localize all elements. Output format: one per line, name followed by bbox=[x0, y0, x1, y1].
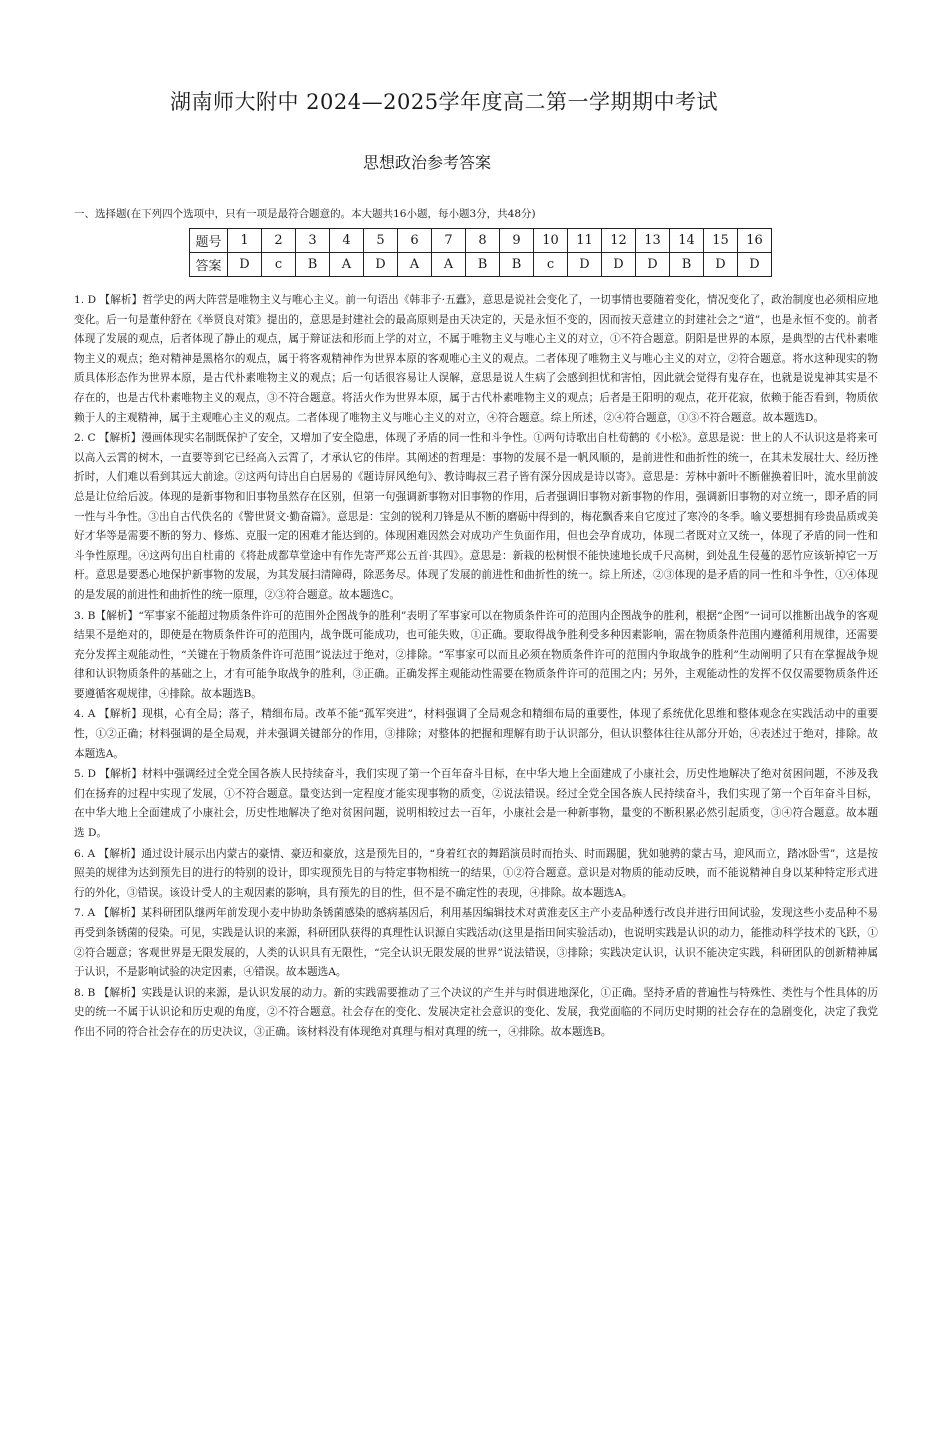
answer-cell: A bbox=[398, 253, 432, 277]
answer-cell: D bbox=[228, 253, 262, 277]
section-heading: 一、选择题(在下列四个选项中，只有一项是最符合题意的。本大题共16小题，每小题3分，共48分) bbox=[74, 208, 536, 220]
table-row-numbers bbox=[190, 229, 772, 253]
explanation-q3: 3. B【解析】“军事家不能超过物质条件许可的范围外企图战争的胜利”表明了军事家可以在物质条件许可的范围内企图战争的胜利，根据“企图”一词可以推断出战争的客观结果不是绝对的，即使是在物质条件许可的范围内，战争既可能成功，也可能失败，①正确。要取得战争胜利受多种因素影响，需在物质条件范围内遵循利用规律，还需要充分发挥主观能动性，“关键在于物质条件许可范围”说法过于绝对，②排除。“军事家可以而且必须在物质条件许可的范围内争取战争的胜利”生动阐明了只有在掌握战争规律和认识物质条件的基础之上，才有可能争取战争的胜利，③正确。正确发挥主观能动性需要在物质条件许可的范围之内；另外，主观能动性的发挥不仅仅需要物质条件还要遵循客观规律，④排除。故本题选B。 bbox=[74, 609, 878, 700]
question-number: 12 bbox=[602, 229, 636, 253]
question-number: 7 bbox=[432, 229, 466, 253]
answer-cell: D bbox=[738, 253, 772, 277]
answer-cell: D bbox=[602, 253, 636, 277]
answer-cell: B bbox=[466, 253, 500, 277]
answer-cell: B bbox=[296, 253, 330, 277]
question-number: 4 bbox=[330, 229, 364, 253]
explanation-q7: 7. A 【解析】某科研团队继两年前发现小麦中协助条锈菌感染的感病基因后，利用基因编辑技术对黄淮麦区主产小麦品种透行改良并进行田间试验，发现这些小麦品种不易再受到条锈菌的侵染。可见，实践是认识的来源，科研团队获得的真理性认识源自实践活动(这里是指田间实验活动)，也说明实践是认识的动力，能推动科学技术的飞跃，①②符合题意；客观世界是无限发展的，人类的认识具有无限性，“完全认识无限发展的世界”说法错误，③排除；实践决定认识，认识不能决定实践，科研团队的创新精神属于认识，不是影响试验的决定因素，④错误。故本题选A。 bbox=[74, 907, 878, 979]
question-number: 10 bbox=[534, 229, 568, 253]
question-number: 6 bbox=[398, 229, 432, 253]
question-number: 14 bbox=[670, 229, 704, 253]
explanation-q2: 2. C 【解析】漫画体现实名制既保护了安全，又增加了安全隐患，体现了矛盾的同一性和斗争性。①两句诗歌出自杜荀鹤的《小松》。意思是说：世上的人不认识这是将来可以高入云霄的树木，一直要等到它已经高入云霄了，才承认它的伟岸。其阐述的哲理是：事物的发展不是一帆风顺的，是前进性和曲折性的统一，在其未发展壮大、经历挫折时，人们难以看到其远大前途。②这两句诗出自白居易的《题诗屏风绝句》、教诗晦叔三君子皆有深分因成是诗以寄》。意思是：芳林中新叶不断催换着旧叶，流水里前波总是让位给后波。体现的是新事物和旧事物虽然存在区别，但第一句强调新事物对旧事物的作用，后者强调旧事物对新事物的作用，强调新旧事物的对立统一，即矛盾的同一性与斗争性。③出自古代佚名的《警世贤文·勤奋篇》。意思是：宝剑的锐利刀锋是从不断的磨砺中得到的，梅花飘香来自它度过了寒冷的冬季。喻义要想拥有珍贵品质或美好才华等是需要不断的努力、修炼、克服一定的困难才能达到的。体现困难因然会对成功产生负面作用，但也会孕育成功，体现二者既对立又统一，体现了矛盾的同一性和斗争性原理。④这两句出自杜甫的《将赴成都草堂途中有作先寄严郑公五首·其四》。意思是：新栽的松树恨不能快速地长成千尺高树，到处乱生侵蔓的恶竹应该斩掉它一万杆。意思是要悉心地保护新事物的发展，为其发展扫清障碍，除恶务尽。体现了发展的前进性和曲折性的统一。综上所述，②③体现的是矛盾的同一性和斗争性，①④体现的是发展的前进性和曲折性的统一原理，②③符合题意。故本题选C。 bbox=[74, 432, 878, 601]
question-number: 3 bbox=[296, 229, 330, 253]
page-subtitle: 思想政治参考答案 bbox=[363, 153, 492, 172]
answer-cell: c bbox=[262, 253, 296, 277]
answer-table bbox=[189, 228, 772, 277]
table-row-answers bbox=[190, 253, 772, 277]
explanation-q8: 8. B 【解析】实践是认识的来源，是认识发展的动力。新的实践需要推动了三个决议的产生并与时俱进地深化，①正确。坚持矛盾的普遍性与特殊性、类性与个性具体的历史的统一不属于认识论和历史观的角度，②不符合题意。社会存在的变化、发展决定社会意识的变化、发展，我党面临的不同历史时期的社会存在的急剧变化，决定了我党作出不同的符合社会存在的历史决议，③正确。该材料没有体现绝对真理与相对真理的统一，④排除。故本题选B。 bbox=[74, 986, 878, 1038]
question-number: 16 bbox=[738, 229, 772, 253]
question-number: 8 bbox=[466, 229, 500, 253]
explanation-q4: 4. A 【解析】现棋，心有全局；落子，精细布局。改革不能“孤军突进”，材料强调了全局观念和精细布局的重要性，体现了系统优化思维和整体观念在实践活动中的重要性，①②正确；材料强调的是全局观，并未强调关键部分的作用，③排除；对整体的把握和理解有助于认识部分，但认识整体往往从部分开始，④表述过于绝对，排除。故本题选A。 bbox=[74, 708, 878, 760]
row-label-answers: 答案 bbox=[190, 253, 228, 277]
question-number: 15 bbox=[704, 229, 738, 253]
answer-cell: B bbox=[500, 253, 534, 277]
answer-cell: D bbox=[364, 253, 398, 277]
answer-cell: D bbox=[704, 253, 738, 277]
row-label-numbers: 题号 bbox=[190, 229, 228, 253]
question-number: 1 bbox=[228, 229, 262, 253]
explanation-q1: 1. D 【解析】哲学史的两大阵营是唯物主义与唯心主义。前一句语出《韩非子·五蠹》，意思是说社会变化了，一切事情也要随着变化，情况变化了，政治制度也必须相应地变化。后一句是董仲舒在《举贤良对策》提出的，意思是封建社会的最高原则是由天决定的，天是永恒不变的，因而按天意建立的封建社会之“道”，也是永恒不变的。前者体现了发展的观点，后者体现了静止的观点，属于辩证法和形而上学的对立，不属于唯物主义与唯心主义的对立，①不符合题意。阴阳是世界的本原，是典型的古代朴素唯物主义的观点；绝对精神是黑格尔的观点，属于将客观精神作为世界本原的客观唯心主义的观点。二者体现了唯物主义与唯心主义的对立，②符合题意。将水这种现实的物质具体形态作为世界本原，是古代朴素唯物主义的观点；后一句话很容易让人误解，意思是说人生病了会感到担忧和害怕，因此就会觉得有鬼存在，也就是说鬼神其实是不存在的，也是古代朴素唯物主义的观点，③不符合题意。将活火作为世界本原，属于古代朴素唯物主义的观点；后者是王阳明的观点，花开花寂，依赖于能否看到，物质依赖于人的主观精神，属于主观唯心主义的观点。二者体现了唯物主义与唯心主义的对立，④符合题意。综上所述，②④符合题意，①③不符合题意。故本题选D。 bbox=[74, 294, 878, 424]
answer-cell: c bbox=[534, 253, 568, 277]
answer-cell: D bbox=[636, 253, 670, 277]
explanations-section bbox=[74, 291, 878, 1044]
answer-cell: B bbox=[670, 253, 704, 277]
answer-cell: D bbox=[568, 253, 602, 277]
question-number: 13 bbox=[636, 229, 670, 253]
page-title: 湖南师大附中 2024—2025学年度高二第一学期期中考试 bbox=[170, 90, 719, 114]
question-number: 2 bbox=[262, 229, 296, 253]
question-number: 5 bbox=[364, 229, 398, 253]
explanation-q6: 6. A 【解析】通过设计展示出内蒙古的豪情、豪迈和豪放，这是预先目的，“身着红衣的舞蹈演员时而抬头、时而踢腿，犹如驰骋的蒙古马，迎风而立，踏冰卧雪”，这是按照美的规律为达到预先目的进行的特别的设计，即实现预先目的与特定事物相统一的结果，①②符合题意。意识是对物质的能动反映，而不能说精神自身以某种特定形式进行的外化，③错误。该设计受人的主观因素的影响，具有预先的目的性，但不是不确定性的表现，④排除。故本题选A。 bbox=[74, 847, 878, 899]
explanation-q5: 5. D 【解析】材料中强调经过全党全国各族人民持续奋斗，我们实现了第一个百年奋斗目标，在中华大地上全面建成了小康社会，历史性地解决了绝对贫困问题，不涉及我们在扬弃的过程中实现了发展，①不符合题意。量变达到一定程度才能实现事物的质变，②说法错误。经过全党全国各族人民持续奋斗，我们实现了第一个百年奋斗目标，在中华大地上全面建成了小康社会，历史性地解决了绝对贫困问题，说明相较过去一百年，小康社会是一种新事物，量变的不断积累必然引起质变，③④符合题意。故本题选 D。 bbox=[74, 768, 878, 840]
answer-cell: A bbox=[432, 253, 466, 277]
question-number: 11 bbox=[568, 229, 602, 253]
question-number: 9 bbox=[500, 229, 534, 253]
answer-cell: A bbox=[330, 253, 364, 277]
